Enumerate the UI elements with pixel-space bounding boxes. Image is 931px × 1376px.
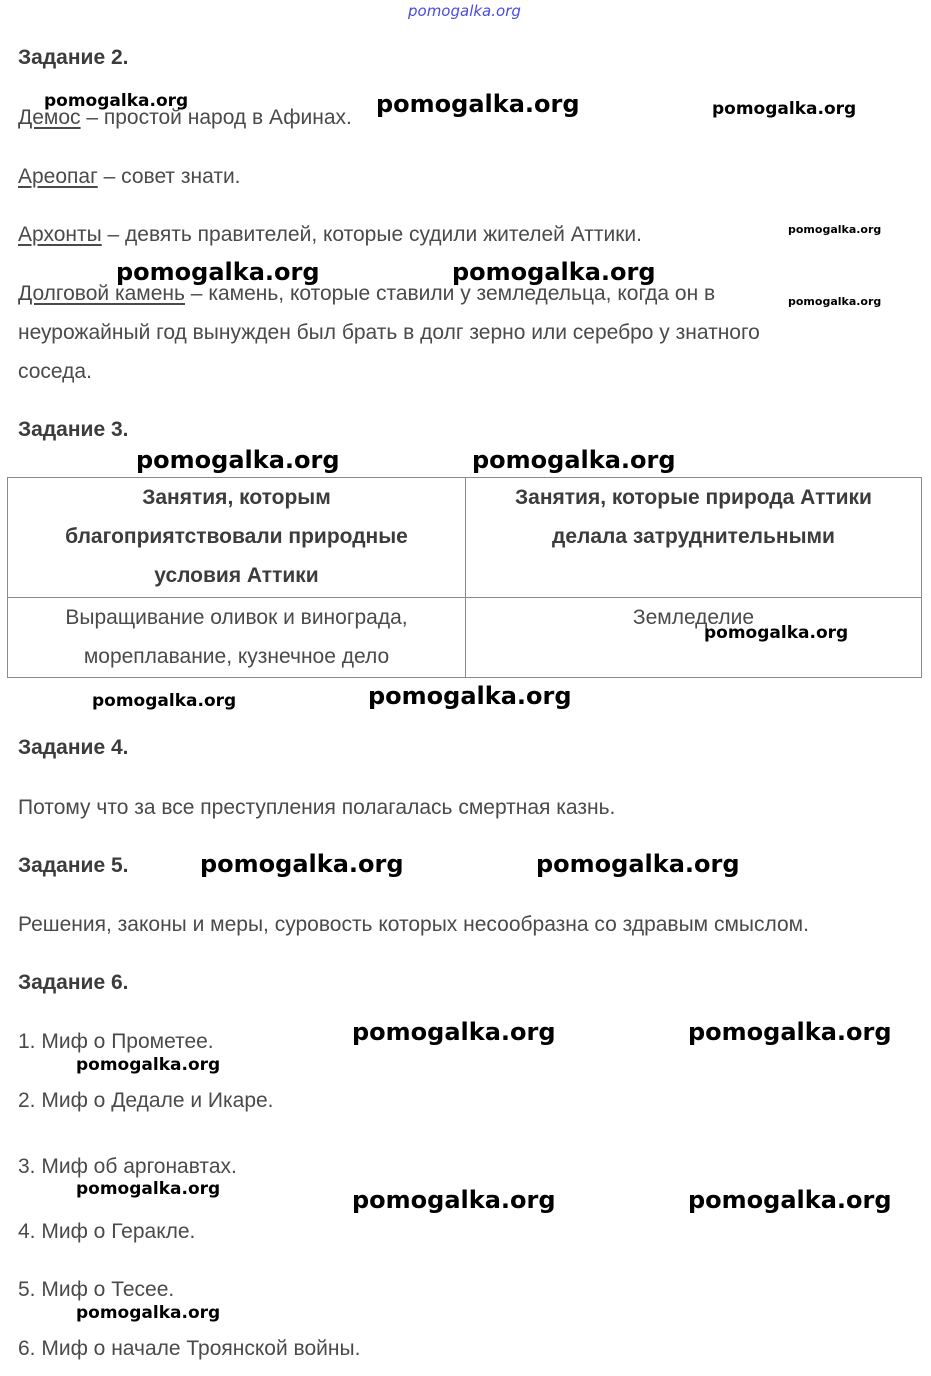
watermark: pomogalka.org bbox=[200, 850, 404, 878]
term-debt-stone: Долговой камень bbox=[18, 282, 185, 305]
task5-answer: Решения, законы и меры, суровость которых несообразна со здравым смыслом. bbox=[18, 913, 809, 936]
watermark: pomogalka.org bbox=[76, 1179, 221, 1199]
definition-areopag-text: – совет знати. bbox=[97, 165, 241, 188]
watermark: pomogalka.org bbox=[76, 1055, 221, 1075]
definition-areopag bbox=[18, 157, 241, 196]
definition-debt-stone-line1: – камень, которые ставили у земледельца, когда он в bbox=[184, 282, 716, 305]
task5-heading: Задание 5. bbox=[18, 854, 129, 877]
table-cell-line: Выращивание оливок и винограда, bbox=[65, 606, 408, 629]
table-header-favorable bbox=[8, 478, 466, 598]
definition-demos-text: – простой народ в Афинах. bbox=[80, 106, 352, 129]
task2-heading: Задание 2. bbox=[18, 46, 129, 69]
watermark: pomogalka.org bbox=[788, 295, 882, 308]
watermark: pomogalka.org bbox=[116, 258, 320, 286]
task6-heading: Задание 6. bbox=[18, 971, 129, 994]
watermark: pomogalka.org bbox=[136, 446, 340, 474]
table-header-difficult bbox=[466, 478, 922, 598]
table-cell-difficult bbox=[466, 598, 922, 678]
definition-debt-stone bbox=[18, 274, 760, 391]
table-cell-favorable bbox=[8, 598, 466, 678]
watermark: pomogalka.org bbox=[376, 90, 580, 118]
watermark: pomogalka.org bbox=[44, 91, 189, 111]
occupations-table bbox=[7, 477, 922, 678]
definition-archons bbox=[18, 215, 642, 254]
table-header-difficult-line: Занятия, которые природа Аттики bbox=[515, 486, 872, 509]
watermark: pomogalka.org bbox=[368, 682, 572, 710]
watermark: pomogalka.org bbox=[536, 850, 740, 878]
task4-heading: Задание 4. bbox=[18, 736, 129, 759]
watermark: pomogalka.org bbox=[352, 1186, 556, 1214]
task4-answer: Потому что за все преступления полагалась смертная казнь. bbox=[18, 796, 616, 819]
myth-list-item: 6. Миф о начале Троянской войны. bbox=[18, 1337, 361, 1360]
myth-list-item: 2. Миф о Дедале и Икаре. bbox=[18, 1089, 274, 1112]
watermark: pomogalka.org bbox=[472, 446, 676, 474]
myth-list-item: 4. Миф о Геракле. bbox=[18, 1220, 196, 1243]
watermark: pomogalka.org bbox=[688, 1186, 892, 1214]
watermark: pomogalka.org bbox=[92, 691, 237, 711]
definition-debt-stone-line3: соседа. bbox=[18, 360, 92, 383]
watermark: pomogalka.org bbox=[688, 1018, 892, 1046]
myth-list-item: 3. Миф об аргонавтах. bbox=[18, 1155, 237, 1178]
myth-list-item: 1. Миф о Прометее. bbox=[18, 1030, 214, 1053]
top-site-watermark: pomogalka.org bbox=[408, 2, 521, 20]
table-cell-line: мореплавание, кузнечное дело bbox=[83, 645, 390, 668]
watermark: pomogalka.org bbox=[452, 258, 656, 286]
table-cell-line: Земледелие bbox=[632, 606, 755, 629]
task3-heading: Задание 3. bbox=[18, 418, 129, 441]
watermark: pomogalka.org bbox=[704, 623, 849, 643]
watermark: pomogalka.org bbox=[76, 1303, 221, 1323]
term-areopag: Ареопаг bbox=[18, 165, 98, 188]
watermark: pomogalka.org bbox=[712, 99, 857, 119]
term-demos: Демос bbox=[18, 106, 81, 129]
table-header-difficult-line: делала затруднительными bbox=[552, 525, 835, 548]
definition-debt-stone-line2: неурожайный год вынужден был брать в долг зерно или серебро у знатного bbox=[18, 321, 760, 344]
table-header-favorable-line: благоприятствовали природные bbox=[65, 525, 408, 548]
definition-archons-text: – девять правителей, которые судили жителей Аттики. bbox=[101, 223, 642, 246]
myth-list-item: 5. Миф о Тесее. bbox=[18, 1278, 175, 1301]
term-archons: Архонты bbox=[18, 223, 102, 246]
table-header-favorable-line: Занятия, которым bbox=[142, 486, 331, 509]
table-header-favorable-line: условия Аттики bbox=[154, 564, 319, 587]
watermark: pomogalka.org bbox=[788, 223, 882, 236]
table-header-row bbox=[8, 478, 922, 598]
watermark: pomogalka.org bbox=[352, 1018, 556, 1046]
